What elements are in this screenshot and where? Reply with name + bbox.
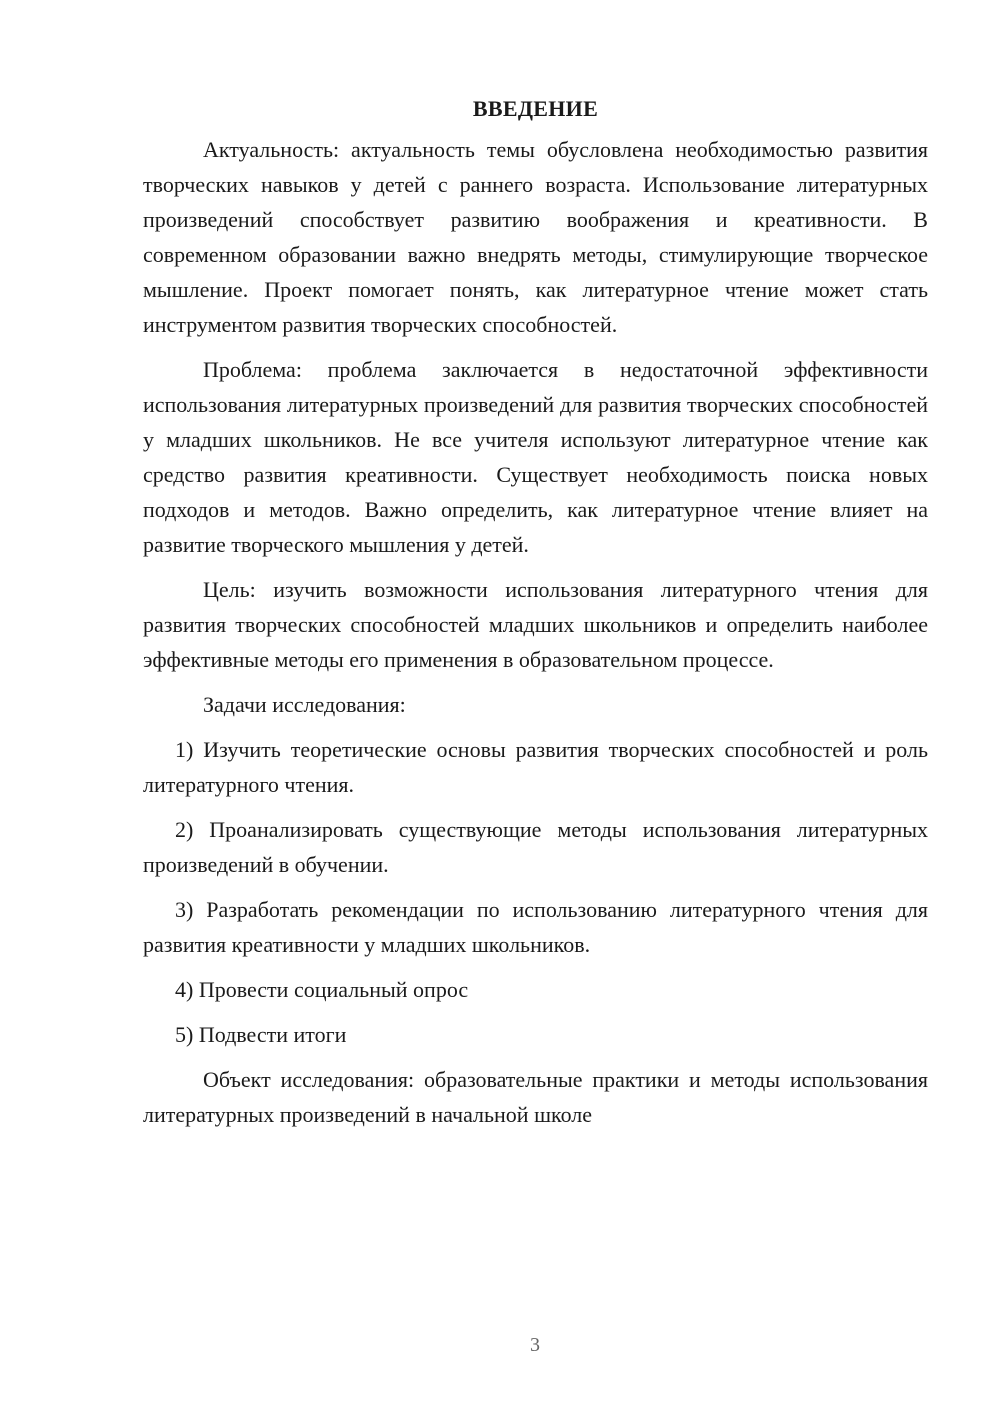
task-item: 2) Проанализировать существующие методы использования литературных произведений в обучении. — [143, 817, 928, 877]
object-paragraph: Объект исследования: образовательные практики и методы использования литературных произведений в начальной школе — [143, 1067, 928, 1127]
task-item: 4) Провести социальный опрос — [175, 977, 469, 1002]
problem-paragraph: Проблема: проблема заключается в недостаточной эффективности использования литературных произведений для развития творческих способностей у младших школьников. Не все учителя используют литературное чтение как средство развития креативности. Существует необходимость поиска новых подходов и методов. Важно определить, как литературное чтение влияет на развитие творческого мышления у детей. — [143, 357, 928, 557]
task-item: 1) Изучить теоретические основы развития творческих способностей и роль литературного чтения. — [143, 737, 928, 797]
document-page — [143, 92, 928, 1142]
relevance-paragraph: Актуальность: актуальность темы обусловлена необходимостью развития творческих навыков у детей с раннего возраста. Использование литературных произведений способствует развитию воображения и креативности. В современном образовании важно внедрять методы, стимулирующие творческое мышление. Проект помогает понять, как литературное чтение может стать инструментом развития творческих способностей. — [143, 137, 928, 337]
task-item: 3) Разработать рекомендации по использованию литературного чтения для развития креативности у младших школьников. — [143, 897, 928, 957]
task-item: 5) Подвести итоги — [175, 1022, 347, 1047]
tasks-heading: Задачи исследования: — [203, 692, 406, 717]
page-number: 3 — [530, 1334, 540, 1356]
goal-paragraph: Цель: изучить возможности использования литературного чтения для развития творческих способностей младших школьников и определить наиболее эффективные методы его применения в образовательном процессе. — [143, 577, 928, 672]
page-title: ВВЕДЕНИЕ — [472, 96, 599, 121]
